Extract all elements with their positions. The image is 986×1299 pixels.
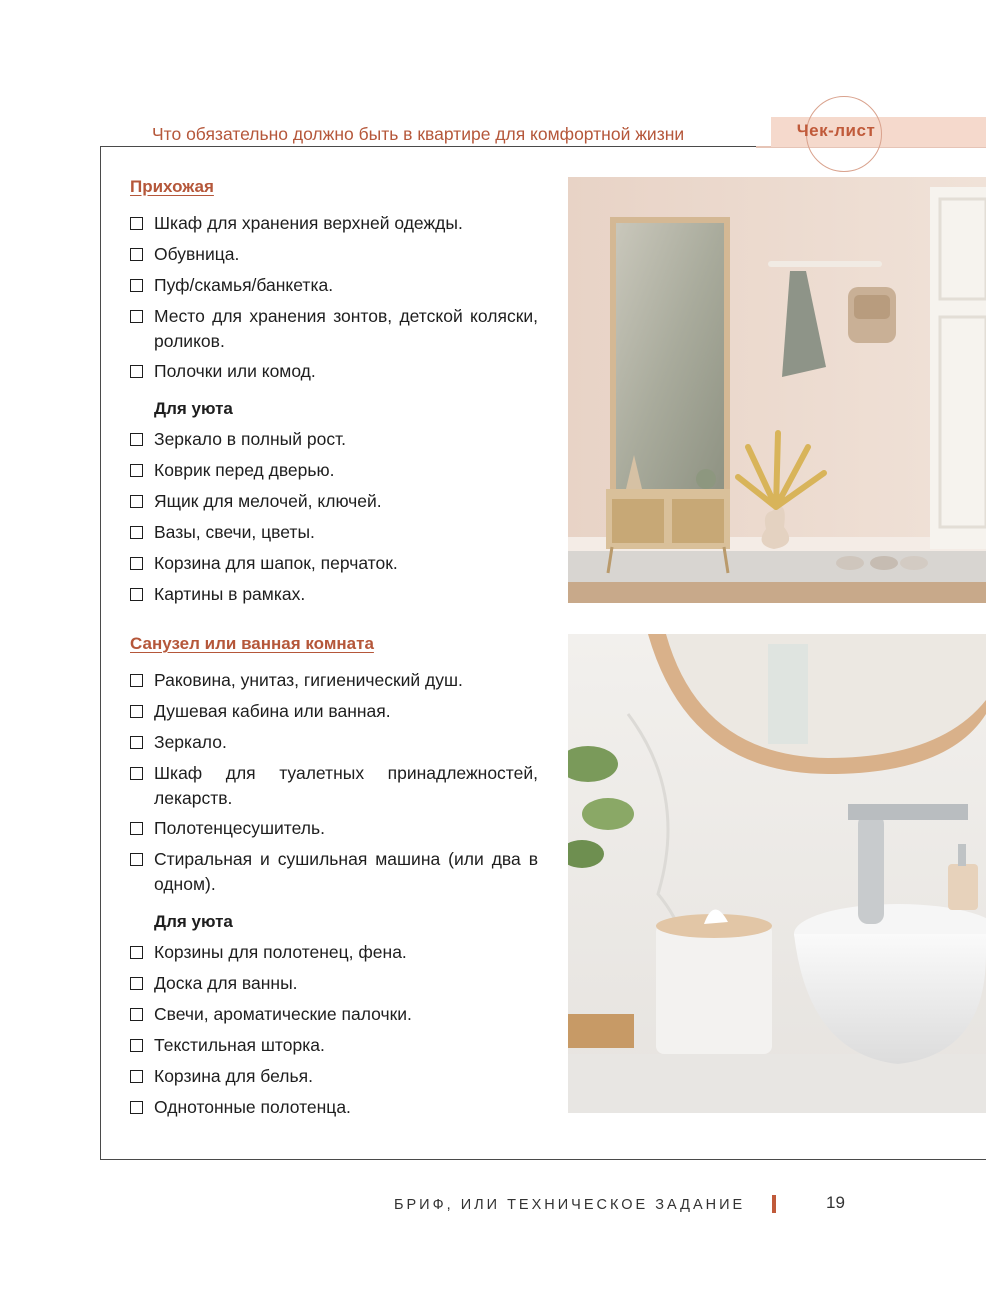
- subhead-comfort-hallway: Для уюта: [154, 399, 233, 418]
- checklist-item[interactable]: Корзина для белья.: [130, 1064, 538, 1089]
- checklist-item[interactable]: Шкаф для туалетных принадлежностей, лекарств.: [130, 761, 538, 811]
- checkbox[interactable]: [130, 1039, 143, 1052]
- frame-top-border: [100, 146, 756, 147]
- bathroom-photo: [568, 634, 986, 1113]
- checkbox[interactable]: [130, 767, 143, 780]
- hallway-photo: [568, 177, 986, 603]
- footer-accent-bar: [772, 1195, 776, 1213]
- checklist-item[interactable]: Доска для ванны.: [130, 971, 538, 996]
- checklist-item[interactable]: Текстильная шторка.: [130, 1033, 538, 1058]
- checklist-item[interactable]: Шкаф для хранения верхней одежды.: [130, 211, 538, 236]
- checklist-item[interactable]: Картины в рамках.: [130, 582, 538, 607]
- checklist-item[interactable]: Полотенцесушитель.: [130, 816, 538, 841]
- checklist-item[interactable]: Коврик перед дверью.: [130, 458, 538, 483]
- checkbox[interactable]: [130, 526, 143, 539]
- checkbox[interactable]: [130, 310, 143, 323]
- frame-bottom-border: [100, 1159, 986, 1160]
- checklist-item[interactable]: Раковина, унитаз, гигиенический душ.: [130, 668, 538, 693]
- checkbox[interactable]: [130, 1070, 143, 1083]
- checkbox[interactable]: [130, 822, 143, 835]
- checklist-item[interactable]: Вазы, свечи, цветы.: [130, 520, 538, 545]
- checklist-item[interactable]: Корзины для полотенец, фена.: [130, 940, 538, 965]
- section-title-hallway: Прихожая: [130, 177, 214, 196]
- checklist-item[interactable]: Обувница.: [130, 242, 538, 267]
- checklist-item[interactable]: Однотонные полотенца.: [130, 1095, 538, 1120]
- checkbox[interactable]: [130, 946, 143, 959]
- checkbox[interactable]: [130, 705, 143, 718]
- checklist-item[interactable]: Ящик для мелочей, ключей.: [130, 489, 538, 514]
- checkbox[interactable]: [130, 433, 143, 446]
- checkbox[interactable]: [130, 674, 143, 687]
- subhead-comfort-bathroom: Для уюта: [154, 912, 233, 931]
- checkbox[interactable]: [130, 736, 143, 749]
- checklist-item[interactable]: Стиральная и сушильная машина (или два в одном).: [130, 847, 538, 897]
- checkbox[interactable]: [130, 1008, 143, 1021]
- checkbox[interactable]: [130, 495, 143, 508]
- checkbox[interactable]: [130, 557, 143, 570]
- checkbox[interactable]: [130, 248, 143, 261]
- page-header-title: Что обязательно должно быть в квартире для комфортной жизни: [152, 124, 685, 144]
- checkbox[interactable]: [130, 977, 143, 990]
- checkbox[interactable]: [130, 464, 143, 477]
- checklist-item[interactable]: Полочки или комод.: [130, 359, 538, 384]
- frame-left-border: [100, 146, 101, 1160]
- checklist-item[interactable]: Зеркало.: [130, 730, 538, 755]
- checklist-item[interactable]: Зеркало в полный рост.: [130, 427, 538, 452]
- checkbox[interactable]: [130, 279, 143, 292]
- checklist-item[interactable]: Корзина для шапок, перчаток.: [130, 551, 538, 576]
- checkbox[interactable]: [130, 365, 143, 378]
- checklist-item[interactable]: Пуф/скамья/банкетка.: [130, 273, 538, 298]
- page-number: 19: [826, 1193, 845, 1212]
- checkbox[interactable]: [130, 853, 143, 866]
- checklist-badge: Чек-лист: [796, 121, 876, 140]
- checkbox[interactable]: [130, 588, 143, 601]
- checklist-item[interactable]: Душевая кабина или ванная.: [130, 699, 538, 724]
- checkbox[interactable]: [130, 1101, 143, 1114]
- checklist-item[interactable]: Место для хранения зонтов, детской коляски, роликов.: [130, 304, 538, 354]
- section-title-bathroom: Санузел или ванная комната: [130, 634, 374, 653]
- checklist-item[interactable]: Свечи, ароматические палочки.: [130, 1002, 538, 1027]
- footer-running-title: БРИФ, ИЛИ ТЕХНИЧЕСКОЕ ЗАДАНИЕ: [394, 1197, 746, 1213]
- checkbox[interactable]: [130, 217, 143, 230]
